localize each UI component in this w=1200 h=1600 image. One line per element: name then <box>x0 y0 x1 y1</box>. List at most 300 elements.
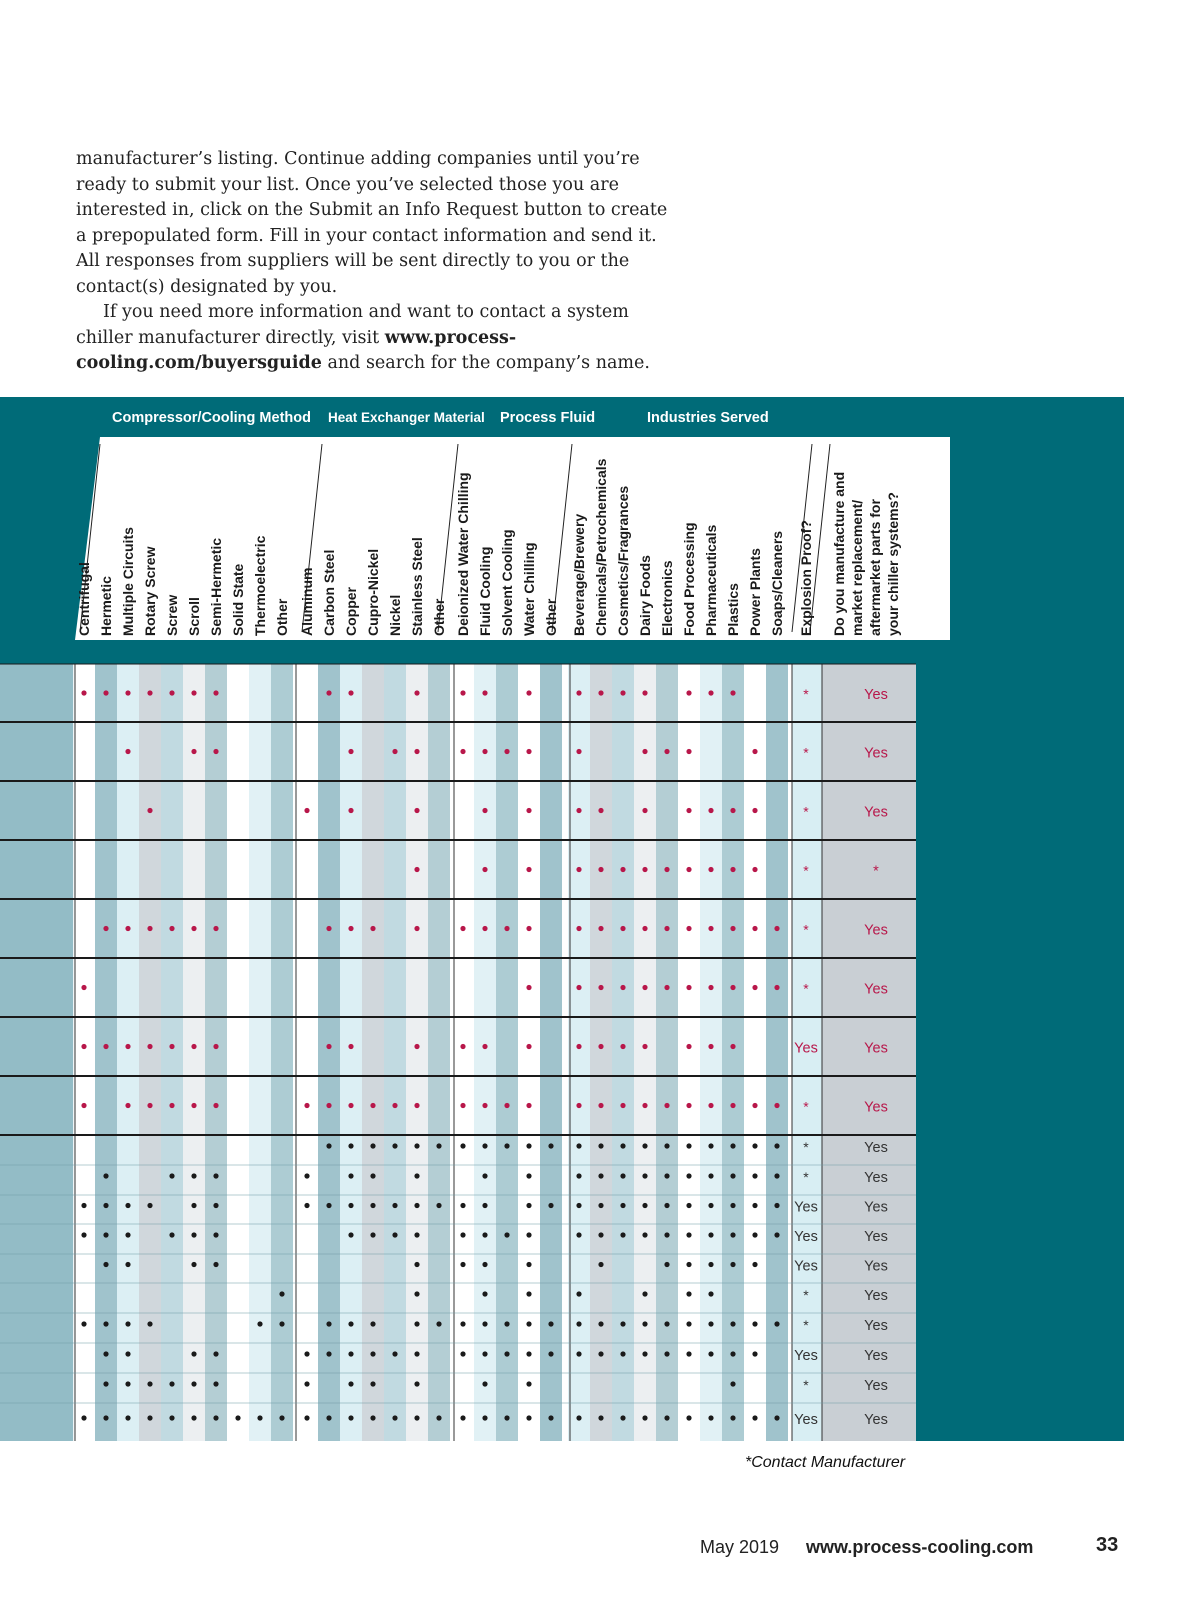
column-header-label: Food Processing <box>681 522 697 636</box>
table-dot <box>598 1232 603 1237</box>
table-dot <box>642 1173 647 1178</box>
table-dot <box>81 1321 86 1326</box>
table-dot <box>526 985 531 990</box>
intro-paragraph-1: manufacturer’s listing. Continue adding companies until you’re ready to submit your list. Once you’ve selected those you are interested in, click on the Submit an Info Request button to create a prepopulated form. Fill in your contact information and send it. All responses from suppliers will be sent directly to you or the contact(s) designated by you. <box>76 149 668 297</box>
table-dot <box>169 1381 174 1386</box>
table-dot <box>326 926 331 931</box>
table-dot <box>370 1351 375 1356</box>
table-dot <box>304 1415 309 1420</box>
table-dot <box>664 867 669 872</box>
parts-value: * <box>873 863 879 880</box>
table-dot <box>392 1143 397 1148</box>
table-dot <box>414 1044 419 1049</box>
table-dot <box>598 1321 603 1326</box>
table-dot <box>103 690 108 695</box>
table-dot <box>664 1351 669 1356</box>
table-dot <box>620 1044 625 1049</box>
table-dot <box>414 1173 419 1178</box>
table-dot <box>686 1203 691 1208</box>
table-dot <box>548 1203 553 1208</box>
column-header-label: Screw <box>164 594 180 636</box>
table-dot <box>304 808 309 813</box>
table-dot <box>642 1351 647 1356</box>
table-dot <box>482 1203 487 1208</box>
table-dot <box>370 1143 375 1148</box>
column-header-label: Cupro-Nickel <box>365 548 381 636</box>
table-dot <box>436 1415 441 1420</box>
table-dot <box>482 1232 487 1237</box>
group-industries: Industries Served <box>647 410 769 426</box>
table-dot <box>620 926 625 931</box>
table-dot <box>348 749 353 754</box>
parts-value: Yes <box>864 1318 888 1334</box>
explosion-value: * <box>803 1317 809 1333</box>
column-header-label: Nickel <box>387 594 403 636</box>
explosion-value: Yes <box>794 1229 818 1245</box>
explosion-value: * <box>803 1139 809 1155</box>
table-dot <box>191 1173 196 1178</box>
table-dot <box>304 1203 309 1208</box>
table-dot <box>576 690 581 695</box>
table-dot <box>730 1415 735 1420</box>
table-dot <box>125 1262 130 1267</box>
table-dot <box>620 985 625 990</box>
table-dot <box>752 1143 757 1148</box>
table-dot <box>526 690 531 695</box>
table-dot <box>576 1173 581 1178</box>
table-dot <box>81 985 86 990</box>
table-dot <box>348 1415 353 1420</box>
table-dot <box>708 1351 713 1356</box>
table-dot <box>213 1351 218 1356</box>
table-dot <box>620 1173 625 1178</box>
table-dot <box>752 1262 757 1267</box>
table-dot <box>686 1321 691 1326</box>
explosion-value: * <box>803 744 809 761</box>
column-header-label: Centrifugal <box>76 562 92 636</box>
table-dot <box>191 1044 196 1049</box>
table-dot <box>752 808 757 813</box>
table-dot <box>348 1351 353 1356</box>
parts-value: Yes <box>864 1099 888 1116</box>
table-dot <box>125 1103 130 1108</box>
table-dot <box>504 926 509 931</box>
table-dot <box>526 1044 531 1049</box>
table-dot <box>730 1381 735 1386</box>
parts-value: Yes <box>864 1348 888 1364</box>
table-dot <box>81 1103 86 1108</box>
table-dot <box>279 1321 284 1326</box>
table-dot <box>460 1415 465 1420</box>
table-dot <box>191 1415 196 1420</box>
table-dot <box>125 926 130 931</box>
table-dot <box>257 1321 262 1326</box>
table-dot <box>169 1173 174 1178</box>
table-dot <box>730 1173 735 1178</box>
table-dot <box>752 985 757 990</box>
column-header-label: Soaps/Cleaners <box>769 530 785 636</box>
table-dot <box>348 926 353 931</box>
table-dot <box>774 1232 779 1237</box>
column-header-label: Dairy Foods <box>637 555 653 636</box>
table-dot <box>686 926 691 931</box>
table-dot <box>526 1232 531 1237</box>
table-dot <box>620 1143 625 1148</box>
column-header-label: Multiple Circuits <box>120 527 136 636</box>
parts-value: Yes <box>864 1258 888 1275</box>
table-dot <box>147 1381 152 1386</box>
table-dot <box>460 1232 465 1237</box>
table-dot <box>642 1143 647 1148</box>
table-dot <box>213 1203 218 1208</box>
explosion-value: Yes <box>794 1348 818 1364</box>
table-dot <box>548 1351 553 1356</box>
explosion-value: * <box>803 862 809 879</box>
table-dot <box>348 1103 353 1108</box>
explosion-value: * <box>803 980 809 997</box>
table-dot <box>598 1262 603 1267</box>
table-dot <box>125 1415 130 1420</box>
table-dot <box>620 1415 625 1420</box>
table-dot <box>414 1415 419 1420</box>
table-dot <box>482 1381 487 1386</box>
table-dot <box>482 1143 487 1148</box>
parts-value: Yes <box>864 1288 888 1304</box>
explosion-value: * <box>803 686 809 702</box>
table-dot <box>213 1415 218 1420</box>
table-dot <box>125 1044 130 1049</box>
table-dot <box>504 1232 509 1237</box>
table-dot <box>81 1232 86 1237</box>
table-dot <box>686 1103 691 1108</box>
table-dot <box>576 808 581 813</box>
table-dot <box>460 1321 465 1326</box>
table-dot <box>482 808 487 813</box>
column-header-label: Explosion Proof? <box>798 520 814 636</box>
table-dot <box>708 1173 713 1178</box>
table-dot <box>708 926 713 931</box>
table-dot <box>326 1143 331 1148</box>
table-dot <box>257 1415 262 1420</box>
table-dot <box>103 1173 108 1178</box>
table-dot <box>504 749 509 754</box>
column-header-label: Cosmetics/Fragrances <box>615 485 631 636</box>
table-dot <box>598 690 603 695</box>
table-dot <box>348 1232 353 1237</box>
table-dot <box>169 926 174 931</box>
column-header-label: Power Plants <box>747 548 763 636</box>
table-dot <box>326 1351 331 1356</box>
table-dot <box>642 1232 647 1237</box>
table-dot <box>348 1381 353 1386</box>
table-dot <box>526 1262 531 1267</box>
table-dot <box>370 1321 375 1326</box>
explosion-value: * <box>803 1287 809 1303</box>
table-dot <box>752 1103 757 1108</box>
table-dot <box>598 1351 603 1356</box>
table-dot <box>576 749 581 754</box>
parts-value: Yes <box>864 1412 888 1428</box>
table-dot <box>326 1203 331 1208</box>
table-dot <box>103 1351 108 1356</box>
explosion-value: * <box>803 921 809 938</box>
table-dot <box>752 867 757 872</box>
table-dot <box>620 690 625 695</box>
table-dot <box>686 1173 691 1178</box>
table-dot <box>664 926 669 931</box>
table-dot <box>752 926 757 931</box>
explosion-value: * <box>803 1169 809 1185</box>
table-dot <box>414 1351 419 1356</box>
table-dot <box>730 1044 735 1049</box>
table-dot <box>730 1262 735 1267</box>
table-dot <box>620 1203 625 1208</box>
table-dot <box>436 1143 441 1148</box>
table-dot <box>392 749 397 754</box>
table-dot <box>664 1143 669 1148</box>
table-dot <box>414 1232 419 1237</box>
table-dot <box>370 1415 375 1420</box>
table-dot <box>169 690 174 695</box>
table-dot <box>576 926 581 931</box>
table-dot <box>730 808 735 813</box>
table-dot <box>774 985 779 990</box>
table-dot <box>708 867 713 872</box>
table-dot <box>191 749 196 754</box>
table-dot <box>548 1143 553 1148</box>
table-dot <box>103 1321 108 1326</box>
table-dot <box>482 1351 487 1356</box>
table-dot <box>348 1044 353 1049</box>
table-dot <box>304 1351 309 1356</box>
table-dot <box>460 1044 465 1049</box>
table-dot <box>460 749 465 754</box>
table-dot <box>191 926 196 931</box>
column-header-label: Semi-Hermetic <box>208 537 224 636</box>
table-dot <box>686 808 691 813</box>
footer-date: May 2019 <box>700 1537 780 1557</box>
table-dot <box>460 1351 465 1356</box>
footer-url[interactable]: www.process-cooling.com <box>806 1537 1034 1557</box>
table-dot <box>576 1203 581 1208</box>
table-dot <box>642 1203 647 1208</box>
table-dot <box>598 1143 603 1148</box>
column-header-label: Scroll <box>186 597 202 636</box>
table-dot <box>598 808 603 813</box>
table-dot <box>414 1143 419 1148</box>
table-dot <box>482 926 487 931</box>
table-dot <box>460 1103 465 1108</box>
table-dot <box>392 1103 397 1108</box>
table-dot <box>664 1232 669 1237</box>
table-dot <box>103 1381 108 1386</box>
group-heat-exchanger: Heat Exchanger Material <box>328 410 485 425</box>
column-header-label: Beverage/Brewery <box>571 513 587 636</box>
table-dot <box>708 1044 713 1049</box>
table-dot <box>752 1351 757 1356</box>
table-dot <box>708 985 713 990</box>
table-dot <box>370 1381 375 1386</box>
table-dot <box>147 808 152 813</box>
table-dot <box>169 1415 174 1420</box>
table-dot <box>548 1415 553 1420</box>
parts-value: Yes <box>864 1140 888 1156</box>
table-dot <box>686 867 691 872</box>
table-dot <box>213 1232 218 1237</box>
table-dot <box>576 985 581 990</box>
explosion-value: Yes <box>794 1199 818 1216</box>
contact-manufacturer-note: *Contact Manufacturer <box>745 1454 906 1471</box>
table-dot <box>708 1262 713 1267</box>
table-dot <box>576 1044 581 1049</box>
column-header-label: Chemicals/Petrochemicals <box>593 458 609 636</box>
table-dot <box>482 1044 487 1049</box>
table-dot <box>460 1203 465 1208</box>
table-dot <box>752 1415 757 1420</box>
table-dot <box>103 926 108 931</box>
column-header-label: Rotary Screw <box>142 546 158 636</box>
table-dot <box>482 1173 487 1178</box>
table-dot <box>504 1415 509 1420</box>
table-dot <box>774 1415 779 1420</box>
table-dot <box>81 1044 86 1049</box>
table-dot <box>598 867 603 872</box>
table-dot <box>598 1044 603 1049</box>
parts-column-header-line: market replacement/ <box>849 499 865 636</box>
table-dot <box>191 1232 196 1237</box>
table-dot <box>598 1203 603 1208</box>
table-dot <box>504 1351 509 1356</box>
table-dot <box>664 1321 669 1326</box>
table-dot <box>103 1415 108 1420</box>
table-dot <box>213 1262 218 1267</box>
table-dot <box>752 1173 757 1178</box>
column-header-label: Solvent Cooling <box>499 529 515 636</box>
table-dot <box>598 926 603 931</box>
table-dot <box>414 1103 419 1108</box>
table-dot <box>304 1103 309 1108</box>
table-dot <box>526 867 531 872</box>
table-dot <box>169 1044 174 1049</box>
column-header-label: Pharmaceuticals <box>703 524 719 636</box>
table-dot <box>370 926 375 931</box>
parts-value: Yes <box>864 1199 888 1216</box>
table-dot <box>103 1044 108 1049</box>
parts-value: Yes <box>864 687 888 703</box>
table-dot <box>103 1203 108 1208</box>
table-dot <box>147 1415 152 1420</box>
table-dot <box>414 1381 419 1386</box>
table-dot <box>664 985 669 990</box>
table-dot <box>774 1321 779 1326</box>
table-dot <box>526 1321 531 1326</box>
table-dot <box>125 1351 130 1356</box>
table-dot <box>598 1173 603 1178</box>
intro-paragraph-2-end: and search for the company’s name. <box>321 353 650 373</box>
table-dot <box>436 1203 441 1208</box>
table-dot <box>642 1044 647 1049</box>
table-dot <box>81 1203 86 1208</box>
column-header-label: Plastics <box>725 583 741 636</box>
table-dot <box>752 749 757 754</box>
table-dot <box>125 690 130 695</box>
table-dot <box>576 1232 581 1237</box>
table-dot <box>708 1232 713 1237</box>
table-dot <box>526 749 531 754</box>
table-dot <box>686 985 691 990</box>
column-header-label: Stainless Steel <box>409 537 425 636</box>
table-dot <box>686 1291 691 1296</box>
parts-value: Yes <box>864 922 888 939</box>
table-dot <box>482 1262 487 1267</box>
parts-value: Yes <box>864 745 888 762</box>
table-dot <box>752 1203 757 1208</box>
table-dot <box>147 1103 152 1108</box>
table-dot <box>414 690 419 695</box>
table-dot <box>708 690 713 695</box>
table-dot <box>730 985 735 990</box>
table-dot <box>526 926 531 931</box>
table-dot <box>460 926 465 931</box>
table-dot <box>664 1415 669 1420</box>
table-dot <box>348 690 353 695</box>
table-dot <box>730 1103 735 1108</box>
parts-value: Yes <box>864 804 888 821</box>
table-dot <box>482 1103 487 1108</box>
column-header-label: Other <box>543 598 559 636</box>
table-dot <box>664 1262 669 1267</box>
table-dot <box>642 1415 647 1420</box>
table-dot <box>191 690 196 695</box>
table-dot <box>664 1173 669 1178</box>
table-dot <box>526 1415 531 1420</box>
table-dot <box>664 749 669 754</box>
table-dot <box>526 1381 531 1386</box>
table-dot <box>348 1203 353 1208</box>
column-header-label: Other <box>274 598 290 636</box>
table-dot <box>752 1232 757 1237</box>
table-dot <box>548 1321 553 1326</box>
table-dot <box>686 1143 691 1148</box>
column-header-label: Carbon Steel <box>321 549 337 636</box>
table-dot <box>414 1203 419 1208</box>
column-header-label: Hermetic <box>98 576 114 636</box>
table-dot <box>279 1291 284 1296</box>
table-dot <box>414 1321 419 1326</box>
table-dot <box>81 1415 86 1420</box>
column-header-label: Solid State <box>230 563 246 636</box>
parts-value: Yes <box>864 1040 888 1057</box>
buyers-guide-link[interactable]: www.process-cooling.com/buyersguide <box>76 327 517 373</box>
table-dot <box>708 808 713 813</box>
table-dot <box>730 926 735 931</box>
table-dot <box>774 1143 779 1148</box>
table-dot <box>147 1321 152 1326</box>
table-dot <box>414 1262 419 1267</box>
parts-column-header-line: aftermarket parts for <box>867 499 883 636</box>
table-dot <box>348 808 353 813</box>
table-dot <box>620 1103 625 1108</box>
parts-value: Yes <box>864 981 888 998</box>
table-dot <box>348 1321 353 1326</box>
table-dot <box>598 1415 603 1420</box>
table-dot <box>482 749 487 754</box>
table-dot <box>326 1044 331 1049</box>
table-dot <box>81 690 86 695</box>
table-dot <box>642 926 647 931</box>
table-dot <box>642 1103 647 1108</box>
table-dot <box>326 1321 331 1326</box>
